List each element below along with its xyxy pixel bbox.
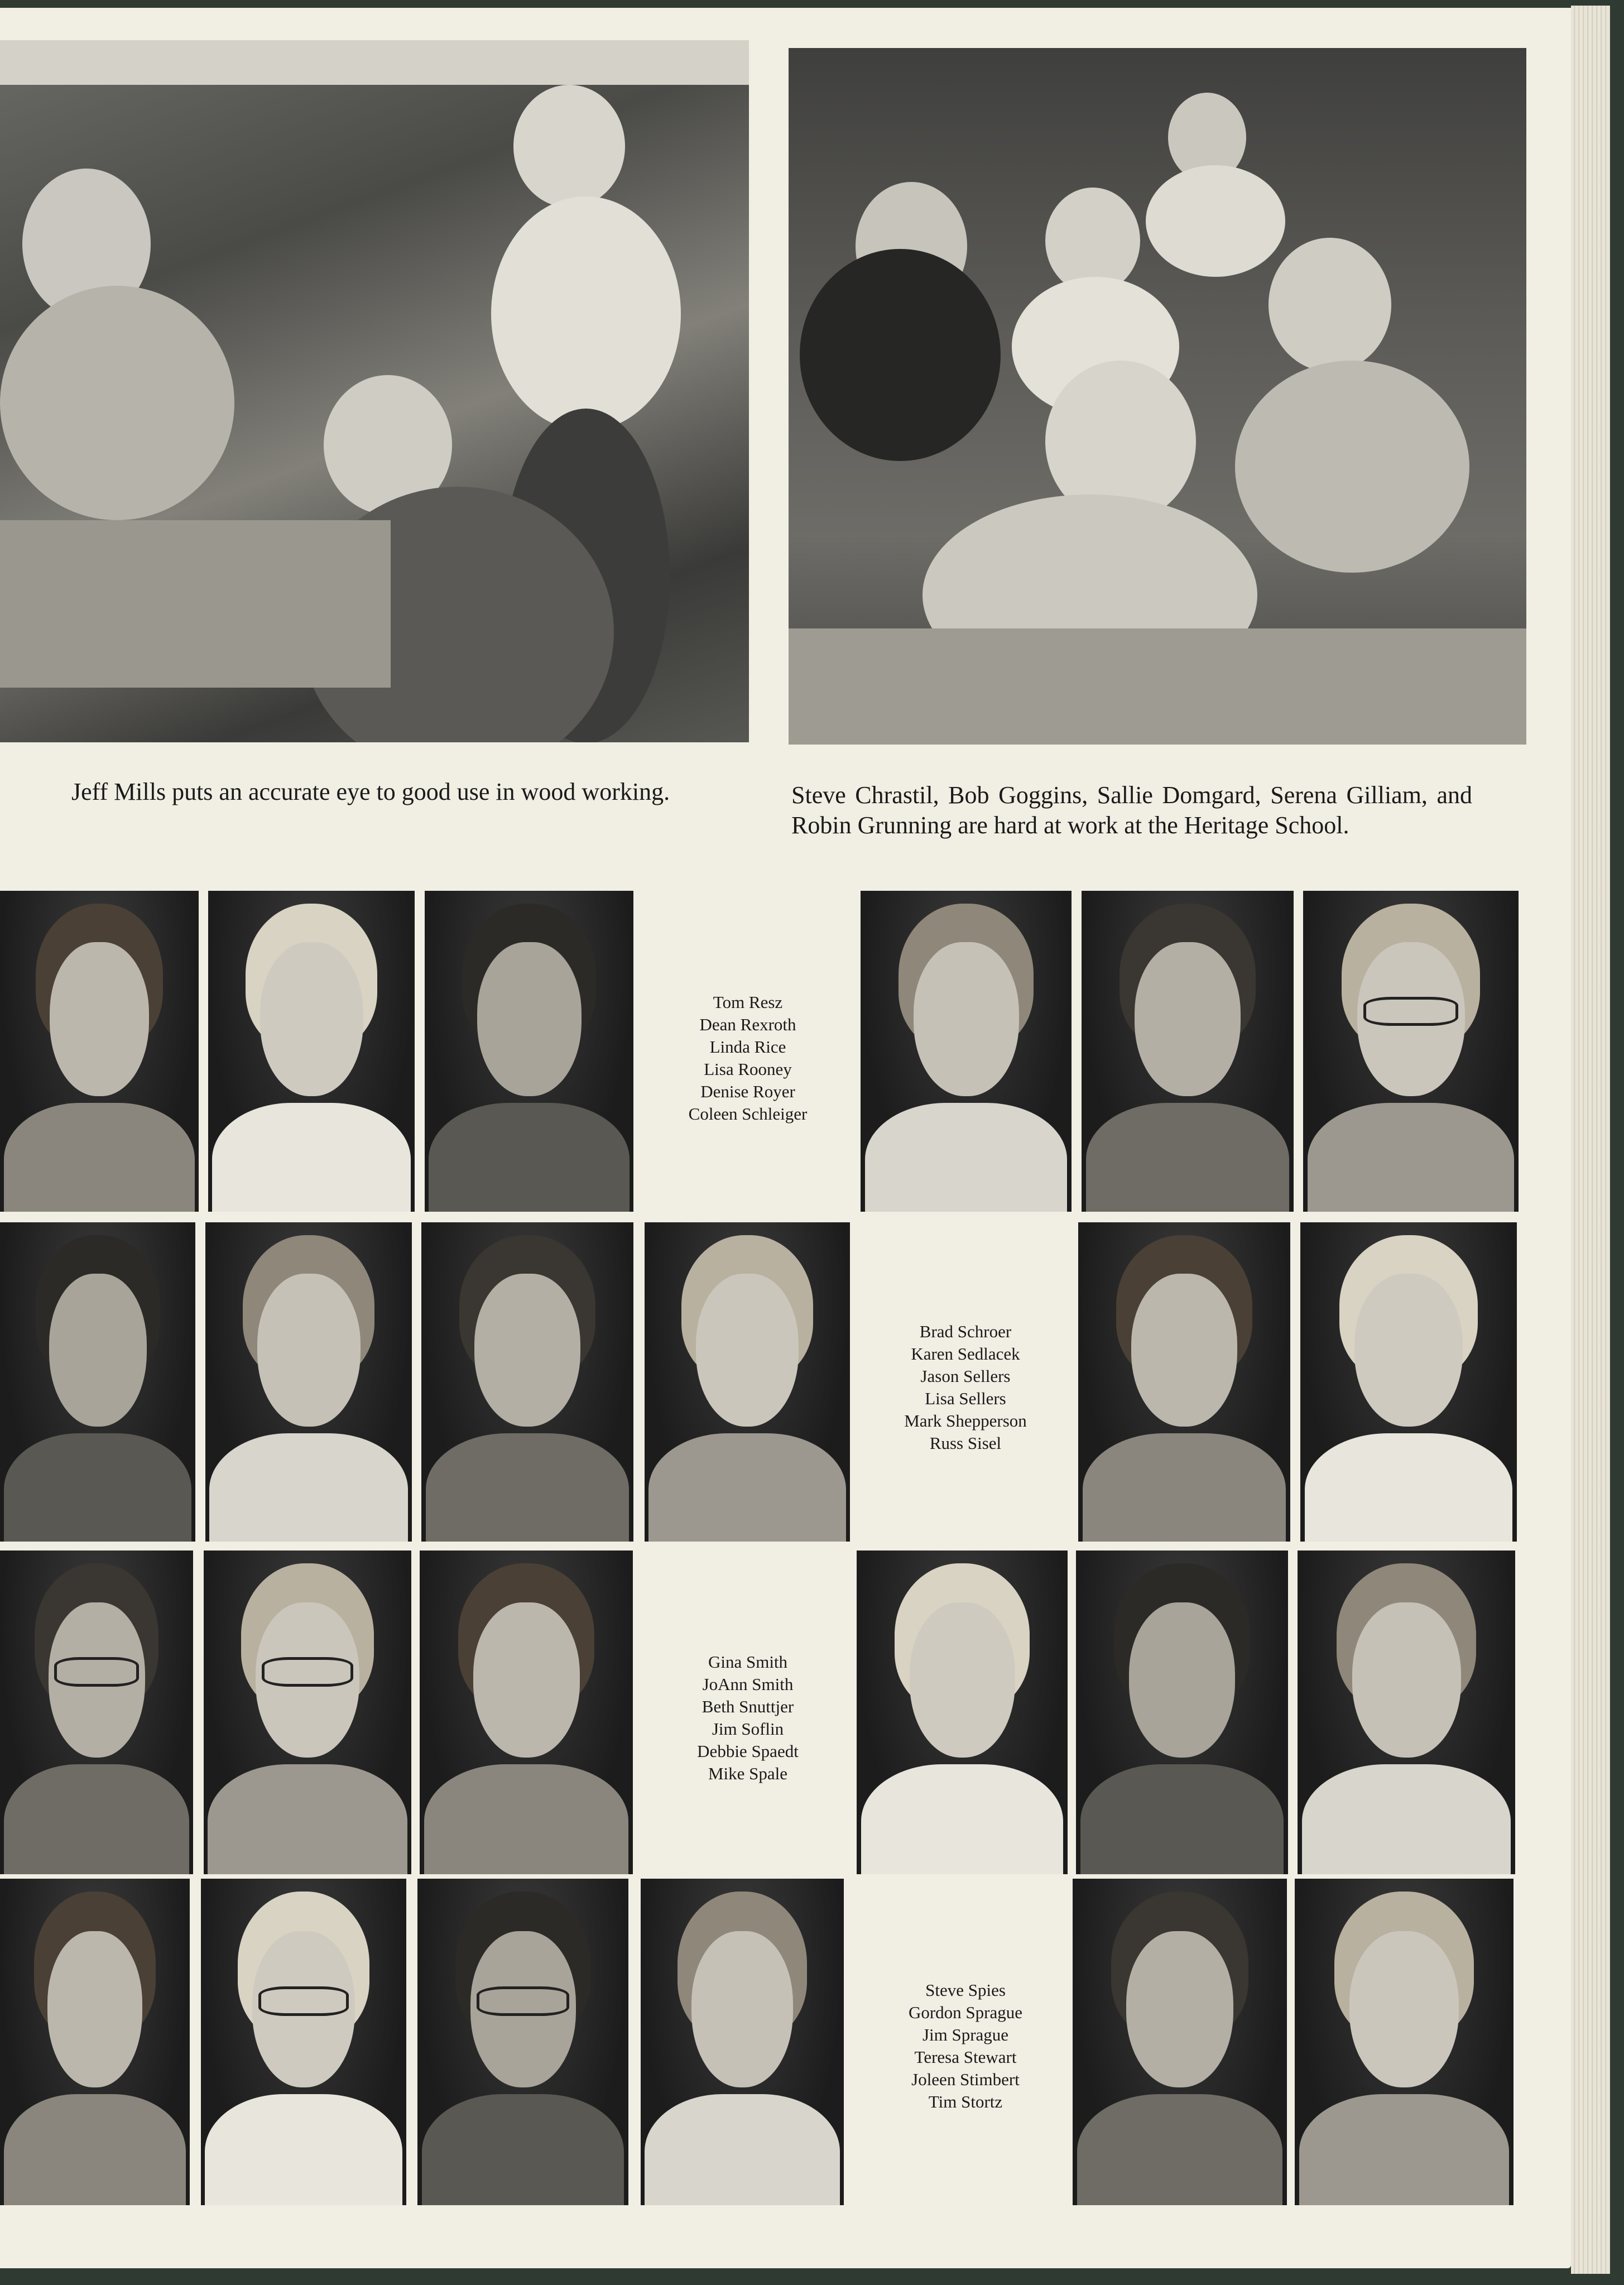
heritage-school-photo [789,48,1526,745]
student-name: Lisa Rooney [704,1059,792,1079]
student-name: Teresa Stewart [914,2047,1017,2067]
student-portrait [417,1879,628,2205]
student-name: Steve Spies [925,1980,1006,2000]
student-name: Jason Sellers [920,1366,1011,1386]
name-list-row-4 [859,1979,1072,2113]
student-name: Tom Resz [713,992,783,1012]
student-portrait [1076,1550,1288,1874]
woodworking-caption: Jeff Mills puts an accurate eye to good use in wood working. [71,778,670,805]
student-portrait [861,891,1072,1212]
page-edges [1571,6,1610,2274]
eyeglasses [262,1657,353,1686]
student-portrait [1295,1879,1514,2205]
student-name: Gina Smith [708,1652,788,1672]
student-name: Mark Shepperson [904,1411,1027,1430]
student-portrait [641,1879,844,2205]
student-name: Jim Sprague [922,2025,1009,2044]
student-portrait [1082,891,1294,1212]
student-name: Debbie Spaedt [697,1741,799,1761]
student-name: Dean Rexroth [699,1015,796,1034]
student-portrait [421,1222,633,1542]
student-name: Karen Sedlacek [911,1344,1020,1364]
student-name: Jim Soflin [712,1719,784,1739]
student-portrait [208,891,415,1212]
student-portrait [1078,1222,1290,1542]
eyeglasses [477,1986,569,2016]
student-portrait [425,891,633,1212]
student-name: JoAnn Smith [702,1674,794,1694]
name-list-row-3 [642,1651,854,1785]
student-portrait [420,1550,633,1874]
student-portrait [1298,1550,1515,1874]
eyeglasses [54,1657,139,1686]
student-name: Mike Spale [708,1764,788,1783]
student-portrait [201,1879,406,2205]
student-name: Gordon Sprague [908,2003,1023,2022]
student-name: Beth Snuttjer [702,1697,794,1716]
student-portrait [1303,891,1519,1212]
name-list-row-2 [859,1321,1072,1454]
student-name: Russ Sisel [929,1433,1002,1453]
eyeglasses [258,1986,349,2016]
student-name: Tim Stortz [928,2092,1003,2111]
student-portrait [204,1550,411,1874]
student-portrait [0,1550,193,1874]
student-name: Joleen Stimbert [911,2070,1020,2089]
student-name: Denise Royer [700,1082,795,1101]
student-portrait [1300,1222,1517,1542]
student-name: Linda Rice [709,1037,786,1057]
student-portrait [0,891,199,1212]
woodworking-photo [0,40,749,742]
student-name: Lisa Sellers [925,1389,1006,1408]
student-portrait [205,1222,412,1542]
student-name: Coleen Schleiger [688,1104,808,1124]
student-portrait [645,1222,850,1542]
student-portrait [0,1222,195,1542]
heritage-school-caption: Steve Chrastil, Bob Goggins, Sallie Domgard, Serena Gilliam, and Robin Grunning are hard at work at the Heritage School. [791,781,1472,839]
student-portrait [857,1550,1068,1874]
student-portrait [1073,1879,1287,2205]
student-name: Brad Schroer [919,1322,1012,1341]
name-list-row-1 [642,991,854,1125]
student-portrait [0,1879,190,2205]
eyeglasses [1363,997,1458,1026]
